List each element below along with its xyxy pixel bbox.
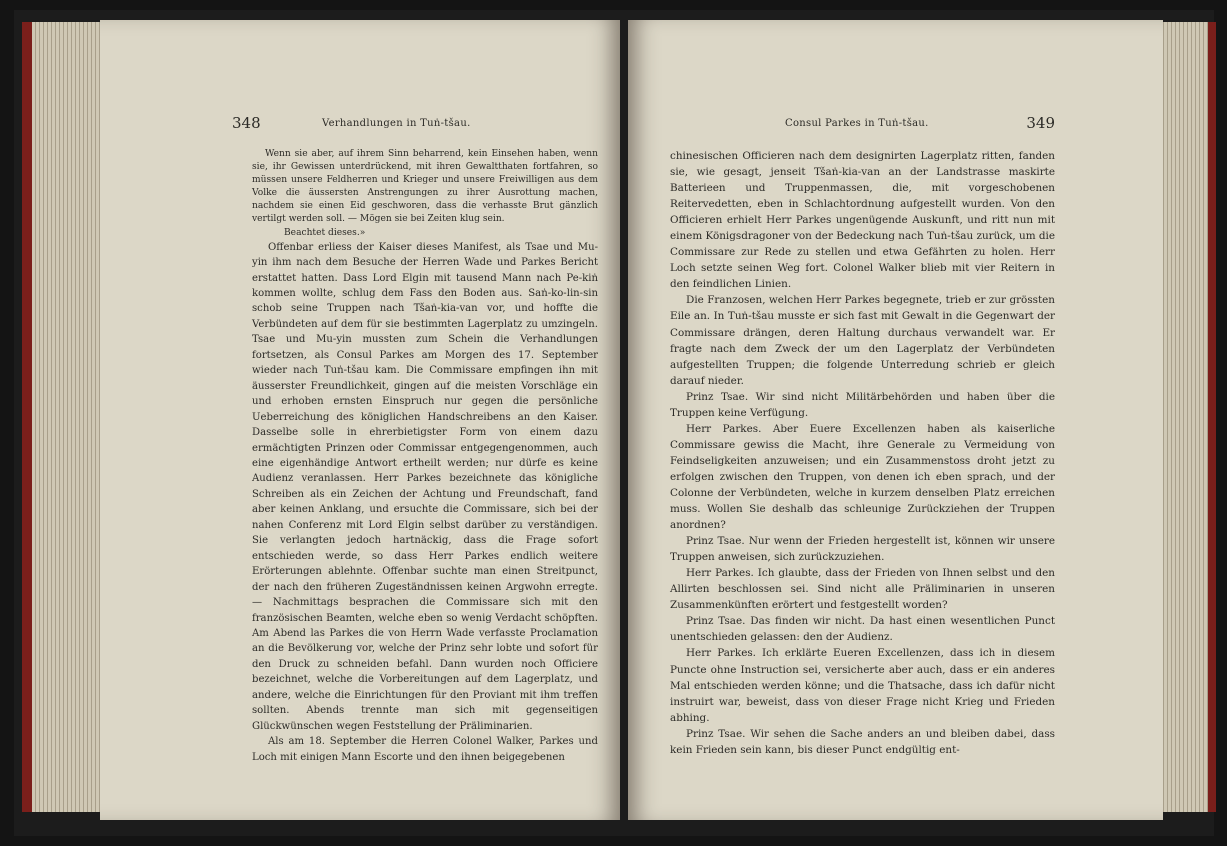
dialogue-paragraph: Prinz Tsae. Wir sind nicht Militärbehörden und haben über die Truppen keine Verfügung.: [670, 390, 1055, 419]
dialogue-paragraph: Prinz Tsae. Nur wenn der Frieden hergestellt ist, können wir unsere Truppen anweisen, sich zurückzuziehen.: [670, 535, 1055, 564]
paragraph: Als am 18. September die Herren Colonel Walker, Parkes und Loch mit einigen Mann Escorte und den ihnen beigegebenen: [252, 736, 598, 763]
manifest-quote: [252, 148, 598, 240]
right-running-header: [670, 114, 1055, 138]
continued-paragraph: chinesischen Officieren nach dem designirten Lagerplatz ritten, fanden sie, wie gesagt, jenseit Tšaṅ-kia-van an der Landstrasse maskirte Batterieen und Truppenmassen, die, mit vorgeschobenen Reitervedetten, eben in Schlachtordnung aufgestellt wurden. Von den Officieren erhielt Herr Parkes ungenügende Auskunft, und ritt nun mit einem Königsdragoner von der Bedeckung nach Tuṅ-tšau zurück, um die Commissare zur Rede zu stellen und etwa Gefährten zu holen. Herr Loch setzte seinen Weg fort. Colonel Walker blieb mit vier Reitern in den feindlichen Linien.: [670, 150, 1056, 291]
right-page: [628, 20, 1163, 820]
paragraph: Offenbar erliess der Kaiser dieses Manifest, als Tsae und Mu-yin ihm nach dem Besuche der Herren Wade und Parkes Bericht erstattet hatten. Dass Lord Elgin mit tausend Mann nach Pe-kiṅ kommen wollte, schlug dem Fass den Boden aus. Saṅ-ko-lin-sin schob seine Truppen nach Tšaṅ-kia-van vor, und hoffte die Verbündeten auf dem für sie bestimmten Lagerplatz zu umzingeln. Tsae und Mu-yin mussten zum Schein die Verhandlungen fortsetzen, als Consul Parkes am Morgen des 17. September wieder nach Tuṅ-tšau kam. Die Commissare empfingen ihn mit äusserster Freundlichkeit, gingen auf die meisten Vorschläge ein und erhoben ernsten Einspruch nur gegen die persönliche Ueberreichung des königlichen Handschreibens an den Kaiser. Dasselbe solle in ehrerbietigster Form von einem dazu ermächtigten Prinzen oder Commissar entgegengenommen, auch eine eigenhändige Antwort ertheilt werden; nur dürfe es keine Audienz veranlassen. Herr Parkes bezeichnete das königliche Schreiben als ein Zeichen der Achtung und Freundschaft, fand aber keinen Anklang, und ersuchte die Commissare, sich bei der nahen Conferenz mit Lord Elgin selbst darüber zu verständigen. Sie verlangten jedoch hartnäckig, dass die Frage sofort entschieden werde, so dass Herr Parkes endlich weitere Erörterungen ablehnte. Offenbar suchte man einen Streitpunct, der nach den früheren Zugeständnissen keinen Argwohn erregte. — Nachmittags besprachen die Commissare sich mit den französischen Beamten, welche eben so wenig Verdacht schöpften. Am Abend las Parkes die von Herrn Wade verfasste Proclamation an die Bevölkerung vor, welche der Prinz sehr lobte und sofort für den Druck zu schneiden befahl. Dann wurden noch Officiere bezeichnet, welche die Vorbereitungen auf dem Lagerplatz, und andere, welche die Einrichtungen für den Proviant mit ihm treffen sollten. Abends trennte man sich mit gegenseitigen Glückwünschen wegen Feststellung der Präliminarien.: [252, 241, 598, 732]
right-page-number: 349: [1026, 114, 1055, 132]
dialogue-paragraph: Prinz Tsae. Das finden wir nicht. Da hast einen wesentlichen Punct unentschieden gelassen: den der Audienz.: [670, 615, 1055, 644]
quote-paragraph: Wenn sie aber, auf ihrem Sinn beharrend, kein Einsehen haben, wenn sie, ihr Gewissen unterdrückend, mit ihren Gewaltthaten fortfahren, so müssen unsere Feldherren und Krieger und unsere Freiwilligen aus dem Volke die äussersten Anstrengungen zu ihrer Ausrottung machen, nachdem sie einen Eid geschworen, dass die verhasste Brut gänzlich vertilgt werden soll. — Mögen sie bei Zeiten klug sein.: [252, 149, 598, 225]
dialogue-paragraph: Herr Parkes. Aber Euere Excellenzen haben als kaiserliche Commissare gewiss die Macht, ihre Generale zu Vermeidung von Feindseligkeiten anzuweisen; und ein Zusammenstoss droht jetzt zu erfolgen zwischen den Truppen, von denen ich eben sprach, und der Colonne der Verbündeten, welche in kurzem denselben Platz erreichen muss. Wollen Sie deshalb das schleunige Zurückziehen der Truppen anordnen?: [670, 422, 1055, 532]
right-running-head-title: Consul Parkes in Tuṅ-tšau.: [785, 118, 929, 129]
dialogue-paragraph: Herr Parkes. Ich erklärte Eueren Excellenzen, dass ich in diesem Puncte ohne Instruction sei, versicherte aber auch, dass er ein anderes Mal entschieden werden könne; und die Thatsache, dass ich dafür nicht instruirt war, beweist, dass von dieser Frage nicht Krieg und Frieden abhing.: [670, 647, 1055, 724]
left-page-number: 348: [232, 114, 261, 132]
right-page-body: [670, 148, 1055, 758]
left-running-head-title: Verhandlungen in Tuṅ-tšau.: [322, 118, 471, 129]
right-main-text: [670, 148, 1055, 758]
left-page: [100, 20, 620, 820]
quote-closing: Beachtet dieses.»: [284, 227, 366, 238]
left-running-header: [232, 114, 607, 138]
dialogue-paragraph: Prinz Tsae. Wir sehen die Sache anders an und bleiben dabei, dass kein Frieden sein kann, bis dieser Punct endgültig ent-: [670, 727, 1055, 756]
paragraph: Die Franzosen, welchen Herr Parkes begegnete, trieb er zur grössten Eile an. In Tuṅ-tšau musste er sich fast mit Gewalt in die Gegenwart der Commissare drängen, deren Haltung durchaus verwandelt war. Er fragte nach dem Zweck der um den Lagerplatz der Verbündeten aufgestellten Truppen; die folgende Unterredung schrieb er gleich darauf nieder.: [670, 294, 1055, 387]
left-page-body: [252, 148, 598, 765]
left-main-text: [252, 240, 598, 765]
dialogue-paragraph: Herr Parkes. Ich glaubte, dass der Frieden von Ihnen selbst und den Allirten beschlossen sei. Sind nicht alle Präliminarien in unseren Zusammenkünften erörtert und festgestellt worden?: [670, 567, 1055, 612]
